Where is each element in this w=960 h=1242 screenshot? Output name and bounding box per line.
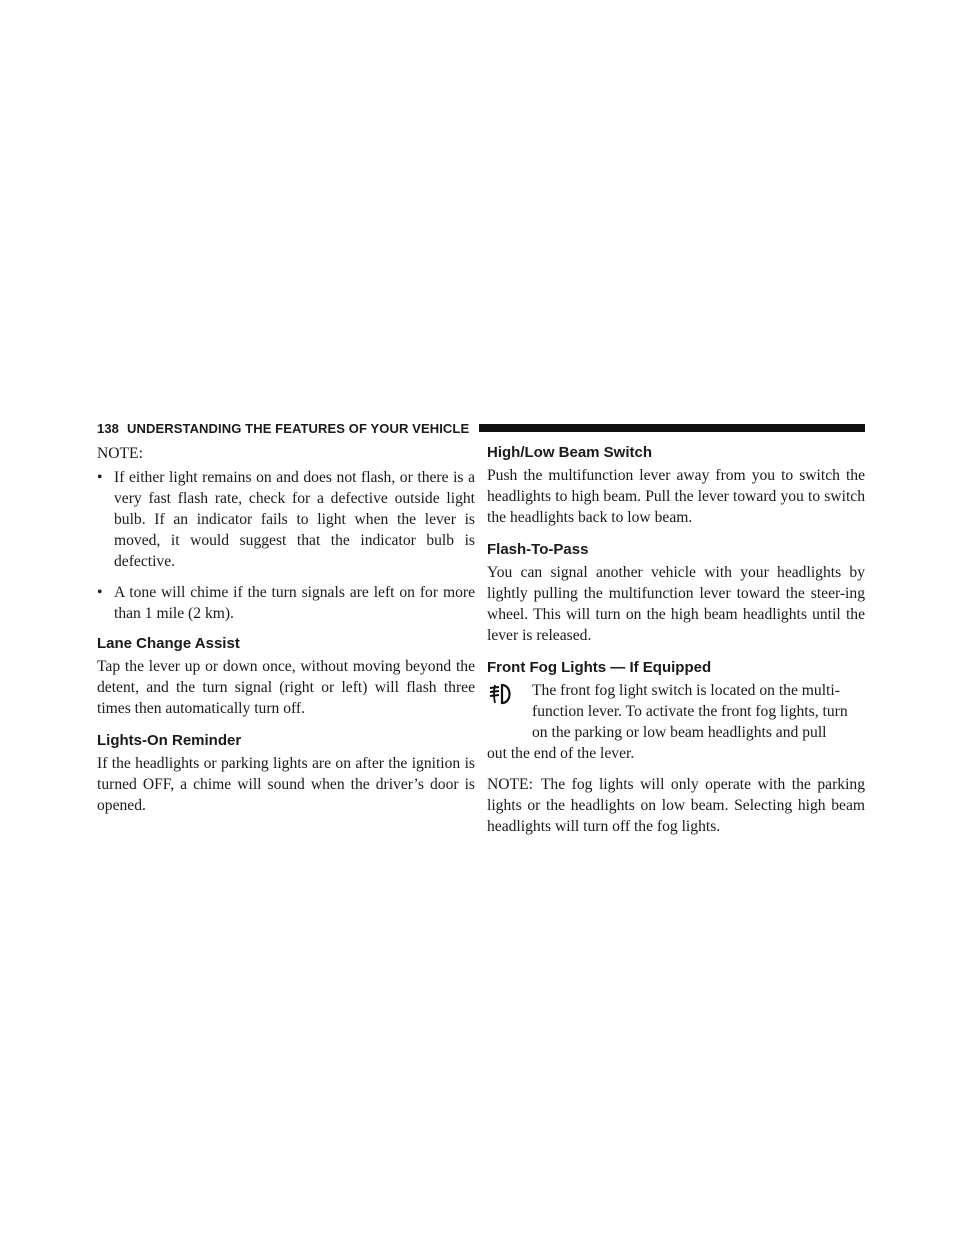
header-rule [479,424,865,432]
bullet-text: A tone will chime if the turn signals are left on for more than 1 mile (2 km). [114,584,475,622]
chapter-title: UNDERSTANDING THE FEATURES OF YOUR VEHICLE [127,420,470,436]
bullet-icon: • [97,584,103,601]
section-heading: Flash-To-Pass [487,541,589,558]
section-heading: High/Low Beam Switch [487,444,653,461]
flash-to-pass-section [487,540,865,646]
page-header [97,418,865,438]
section-heading: Lane Change Assist [97,635,240,652]
note-label: NOTE: [487,776,533,793]
page-number: 138 [97,420,119,436]
bullet-text: If either light remains on and does not flash, or there is a very fast flash rate, check for a defective outside light bulb. If an indicator fails to light when the lever is moved, it would suggest that the indicator bulb is defective. [114,469,475,570]
right-column [487,443,865,849]
list-item [97,582,475,624]
fog-text-line: function lever. To activate the front fog lights, turn [532,703,848,720]
fog-text-line: on the parking or low beam headlights and pull [532,724,827,741]
note-text: The fog lights will only operate with the parking lights or the headlights on low beam. Selecting high beam headlights will turn off the fog lights. [487,776,865,835]
section-text: You can signal another vehicle with your headlights by lightly pulling the multifunction lever toward the steer-ing wheel. This will turn on the high beam headlights until the lever is released. [487,564,865,644]
front-fog-light-icon [487,682,515,706]
high-low-beam-section [487,443,865,528]
fog-note [487,774,865,837]
list-item [97,467,475,572]
bullet-icon: • [97,469,103,486]
fog-lights-section [487,658,865,837]
fog-text-line: The front fog light switch is located on the multi- [532,682,840,699]
lights-on-section [97,731,475,816]
left-column [97,443,475,828]
lane-change-section [97,634,475,719]
section-heading: Front Fog Lights — If Equipped [487,659,712,676]
section-text: Push the multifunction lever away from you to switch the headlights to high beam. Pull the lever toward you to switch the headlights back to low beam. [487,467,865,526]
section-heading: Lights-On Reminder [97,732,242,749]
section-text: Tap the lever up or down once, without moving beyond the detent, and the turn signal (right or left) will flash three times then automatically turn off. [97,658,475,717]
note-label: NOTE: [97,445,143,462]
section-text: If the headlights or parking lights are on after the ignition is turned OFF, a chime will sound when the driver’s door is opened. [97,755,475,814]
fog-text-line: out the end of the lever. [487,745,635,762]
